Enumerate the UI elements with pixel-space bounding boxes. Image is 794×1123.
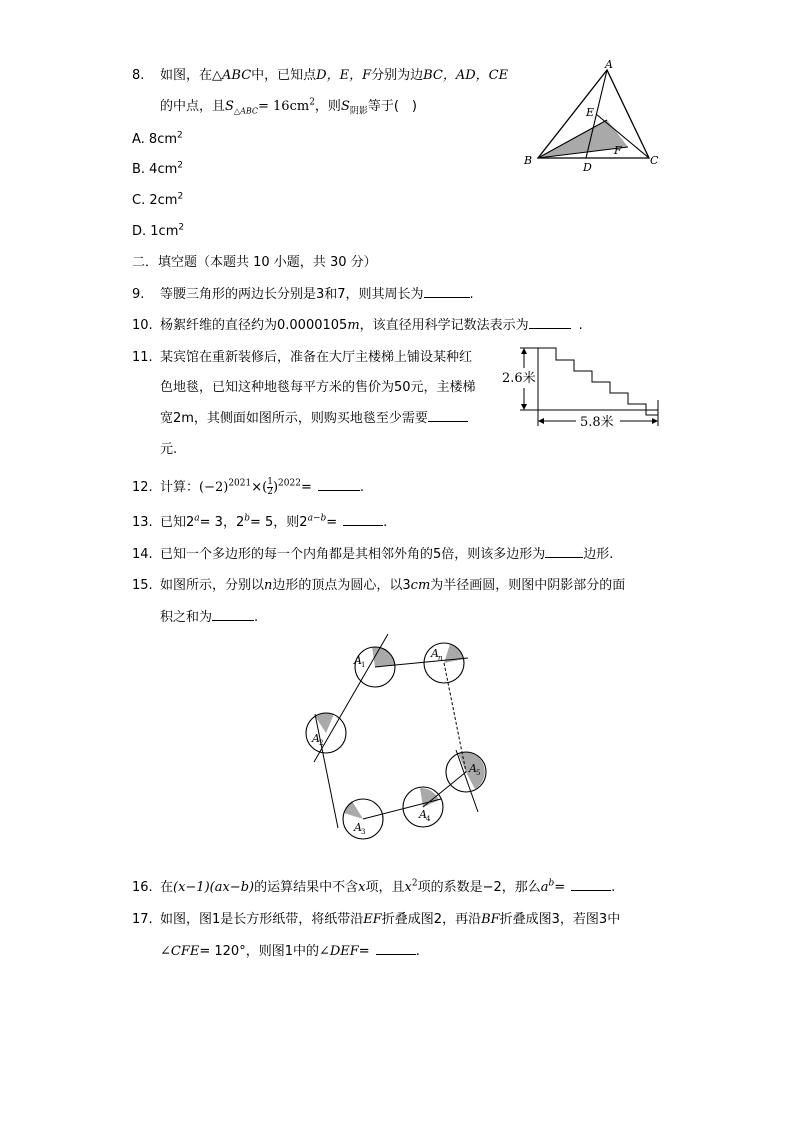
label-sub: 2 xyxy=(319,739,324,747)
q17-angle: ∠CFE xyxy=(160,944,200,959)
question-number: 10. xyxy=(132,318,153,333)
question-number: 12. xyxy=(132,480,153,495)
q10 xyxy=(132,316,583,336)
q8-option-a: A. $8cm^2$ xyxy=(132,130,183,147)
q16-exponent: b xyxy=(548,878,555,889)
label-e: E xyxy=(586,106,595,119)
answer-blank[interactable] xyxy=(428,409,468,422)
label-sub: 1 xyxy=(361,661,366,669)
q8-points: D，E，F xyxy=(316,68,372,83)
arrowhead xyxy=(538,418,544,424)
answer-blank[interactable] xyxy=(545,545,583,558)
q16-end: . xyxy=(611,880,616,895)
q10-end: . xyxy=(578,318,583,333)
answer-blank[interactable] xyxy=(571,878,611,891)
q17-line2 xyxy=(160,942,420,962)
q11-text: 宽2m，其侧面如图所示，则购买地毯至少需要 xyxy=(160,411,428,426)
option-text: C. 2cm xyxy=(132,193,178,208)
q17-angle: ∠DEF xyxy=(318,944,359,959)
label-a3: A xyxy=(354,821,362,834)
q16-var: a xyxy=(540,880,549,895)
q13-text: = 3，2 xyxy=(199,515,245,530)
q17-line1 xyxy=(132,910,620,930)
q11-line3 xyxy=(160,409,468,429)
q13-end: . xyxy=(383,515,388,530)
q16-text: 项，且 xyxy=(365,880,405,895)
q15-var: n xyxy=(264,578,273,593)
q8-shade-sub: 阴影 xyxy=(349,106,368,117)
q16-expr: (x−1)(ax−b) xyxy=(173,880,255,895)
section-heading: 二．填空题（本题共 10 小题，共 30 分） xyxy=(132,255,377,270)
label-sub: 5 xyxy=(476,769,481,777)
q16-var: x xyxy=(404,880,412,895)
label-an: A xyxy=(431,647,439,660)
q8-line1 xyxy=(132,66,508,86)
q15-text: 为半径画圆，则图中阴影部分的面 xyxy=(430,578,626,593)
label-sub: 4 xyxy=(426,815,431,823)
sector-a3 xyxy=(344,801,363,819)
q8-text: 等于( ) xyxy=(367,99,418,114)
answer-blank[interactable] xyxy=(424,285,470,298)
label-sub: 3 xyxy=(361,828,366,836)
option-text: D. 1cm xyxy=(132,224,179,239)
q12: 12. 计算：$(-2)^{2021}\times$( $\frac{1}{2}$ )$^{2022}$= . xyxy=(132,477,364,497)
q17-text: 如图，图1是长方形纸带，将纸带沿 xyxy=(160,912,364,927)
q8-line2: 的中点，且$S_{\triangle ABC}= 16cm^2$，则$S_{阴影}$等于( ) xyxy=(160,97,418,117)
question-number: 13. xyxy=(132,515,153,530)
label-a5: A xyxy=(469,762,477,775)
question-number: 9. xyxy=(132,287,145,302)
q17-eq: = xyxy=(358,944,370,959)
answer-blank[interactable] xyxy=(212,608,254,621)
q16-text: 的运算结果中不含 xyxy=(254,880,359,895)
q8-text: 的中点，且 xyxy=(160,99,226,114)
q17-text: 折叠成图3，若图3中 xyxy=(499,912,621,927)
answer-blank[interactable] xyxy=(343,513,383,526)
question-number: 15. xyxy=(132,578,153,593)
q13-exponent: a xyxy=(194,513,200,524)
question-number: 14. xyxy=(132,547,153,562)
q8-option-c: C. $2cm^2$ xyxy=(132,191,184,208)
q13-eq: = xyxy=(326,515,338,530)
answer-blank[interactable] xyxy=(376,942,416,955)
q16-text: 在 xyxy=(160,880,174,895)
q11-line2: 色地毯，已知这种地毯每平方米的售价为50元，主楼梯 xyxy=(160,380,476,395)
height-label: 2.6米 xyxy=(502,371,536,386)
q8-triangle-figure xyxy=(520,58,665,173)
q9-end: . xyxy=(469,287,474,302)
label-a2: A xyxy=(312,732,320,745)
q10-unit: m xyxy=(347,318,360,333)
q13-exponent: a−b xyxy=(307,513,327,524)
q9 xyxy=(132,285,474,305)
q11-stairs-figure xyxy=(498,340,664,432)
q16: 16. 在(x−1)(ax−b)的运算结果中不含x项，且$x^2$项的系数是−2，那么$a^b=$ . xyxy=(132,878,615,898)
arrowhead xyxy=(521,348,527,354)
q14 xyxy=(132,545,613,565)
q16-text: 项的系数是−2，那么 xyxy=(417,880,541,895)
label-c: C xyxy=(650,154,659,167)
q8-area: = 16cm xyxy=(258,99,310,114)
q9-text: 等腰三角形的两边长分别是3和7，则其周长为 xyxy=(160,287,424,302)
stair-profile xyxy=(538,348,658,415)
q15-end: . xyxy=(254,610,259,625)
sector-a1 xyxy=(372,647,395,667)
q15-text: 积之和为 xyxy=(160,610,213,625)
question-number: 17. xyxy=(132,912,153,927)
label-b: B xyxy=(524,154,533,167)
q12-eq: = xyxy=(300,480,312,495)
q8-triangle: △ABC xyxy=(212,68,252,83)
q13-exponent: b xyxy=(244,513,250,524)
fraction-half: $\frac{1}{2}$ xyxy=(267,477,273,497)
q17-var: EF xyxy=(363,912,382,927)
label-d: D xyxy=(583,161,592,173)
answer-blank[interactable] xyxy=(529,316,571,329)
q15-unit: cm xyxy=(410,578,431,593)
q15-polygon-figure xyxy=(300,632,500,842)
q11-text: 某宾馆在重新装修后，准备在大厅主楼梯上铺设某种红 xyxy=(160,350,473,365)
q8-option-b: B. $4cm^2$ xyxy=(132,160,183,177)
q11-line1 xyxy=(132,348,472,368)
q13-text: 已知2 xyxy=(160,515,195,530)
q15-line1 xyxy=(132,576,625,596)
q12-end: . xyxy=(359,480,364,495)
q17-text: = 120°，则图1中的 xyxy=(199,944,319,959)
label-f: F xyxy=(614,144,622,157)
q8-text: 如图，在 xyxy=(160,68,213,83)
label-a1: A xyxy=(354,654,362,667)
q13 xyxy=(132,513,387,533)
question-number: 8. xyxy=(132,68,145,83)
q15-text: 如图所示，分别以 xyxy=(160,578,265,593)
q15-line2 xyxy=(160,608,258,628)
q10-text: ，该直径用科学记数法表示为 xyxy=(359,318,529,333)
answer-blank[interactable] xyxy=(318,478,360,491)
q14-text: 已知一个多边形的每一个内角都是其相邻外角的5倍，则该多边形为 xyxy=(160,547,546,562)
question-number: 16. xyxy=(132,880,153,895)
q12-base: (−2) xyxy=(199,480,229,495)
label-a: A xyxy=(605,58,613,71)
label-sub: n xyxy=(438,654,443,662)
q8-edges: BC，AD，CE xyxy=(423,68,509,83)
q13-text: = 5，则2 xyxy=(250,515,308,530)
q12-times: × xyxy=(251,480,263,495)
q17-var: BF xyxy=(481,912,500,927)
q16-eq: = xyxy=(554,880,566,895)
q8-option-d: D. $1cm^2$ xyxy=(132,222,185,239)
q14-end: 边形. xyxy=(583,547,614,562)
q17-text: 折叠成图2，再沿 xyxy=(381,912,482,927)
question-number: 11. xyxy=(132,350,153,365)
edge-a1-a2 xyxy=(314,634,388,762)
option-text: B. 4cm xyxy=(132,162,178,177)
width-label: 5.8米 xyxy=(580,415,614,430)
arrowhead xyxy=(521,404,527,410)
q12-exponent: 2021 xyxy=(228,478,252,489)
arrowhead xyxy=(652,418,658,424)
q12-text: 计算： xyxy=(160,480,200,495)
option-text: A. 8cm xyxy=(132,132,178,147)
q10-text: 杨絮纤维的直径约为0.0000105 xyxy=(160,318,348,333)
q15-text: 边形的顶点为圆心，以3 xyxy=(272,578,411,593)
q12-exponent: 2022 xyxy=(278,478,301,489)
edge-a4-a5 xyxy=(423,772,466,807)
q17-end: . xyxy=(415,944,420,959)
q8-text: 分别为边 xyxy=(371,68,424,83)
label-a4: A xyxy=(419,808,427,821)
q11-line4: 元. xyxy=(160,442,178,457)
q8-text: ，则 xyxy=(314,99,341,114)
q8-text: 中，已知点 xyxy=(251,68,317,83)
q16-var: x xyxy=(358,880,366,895)
